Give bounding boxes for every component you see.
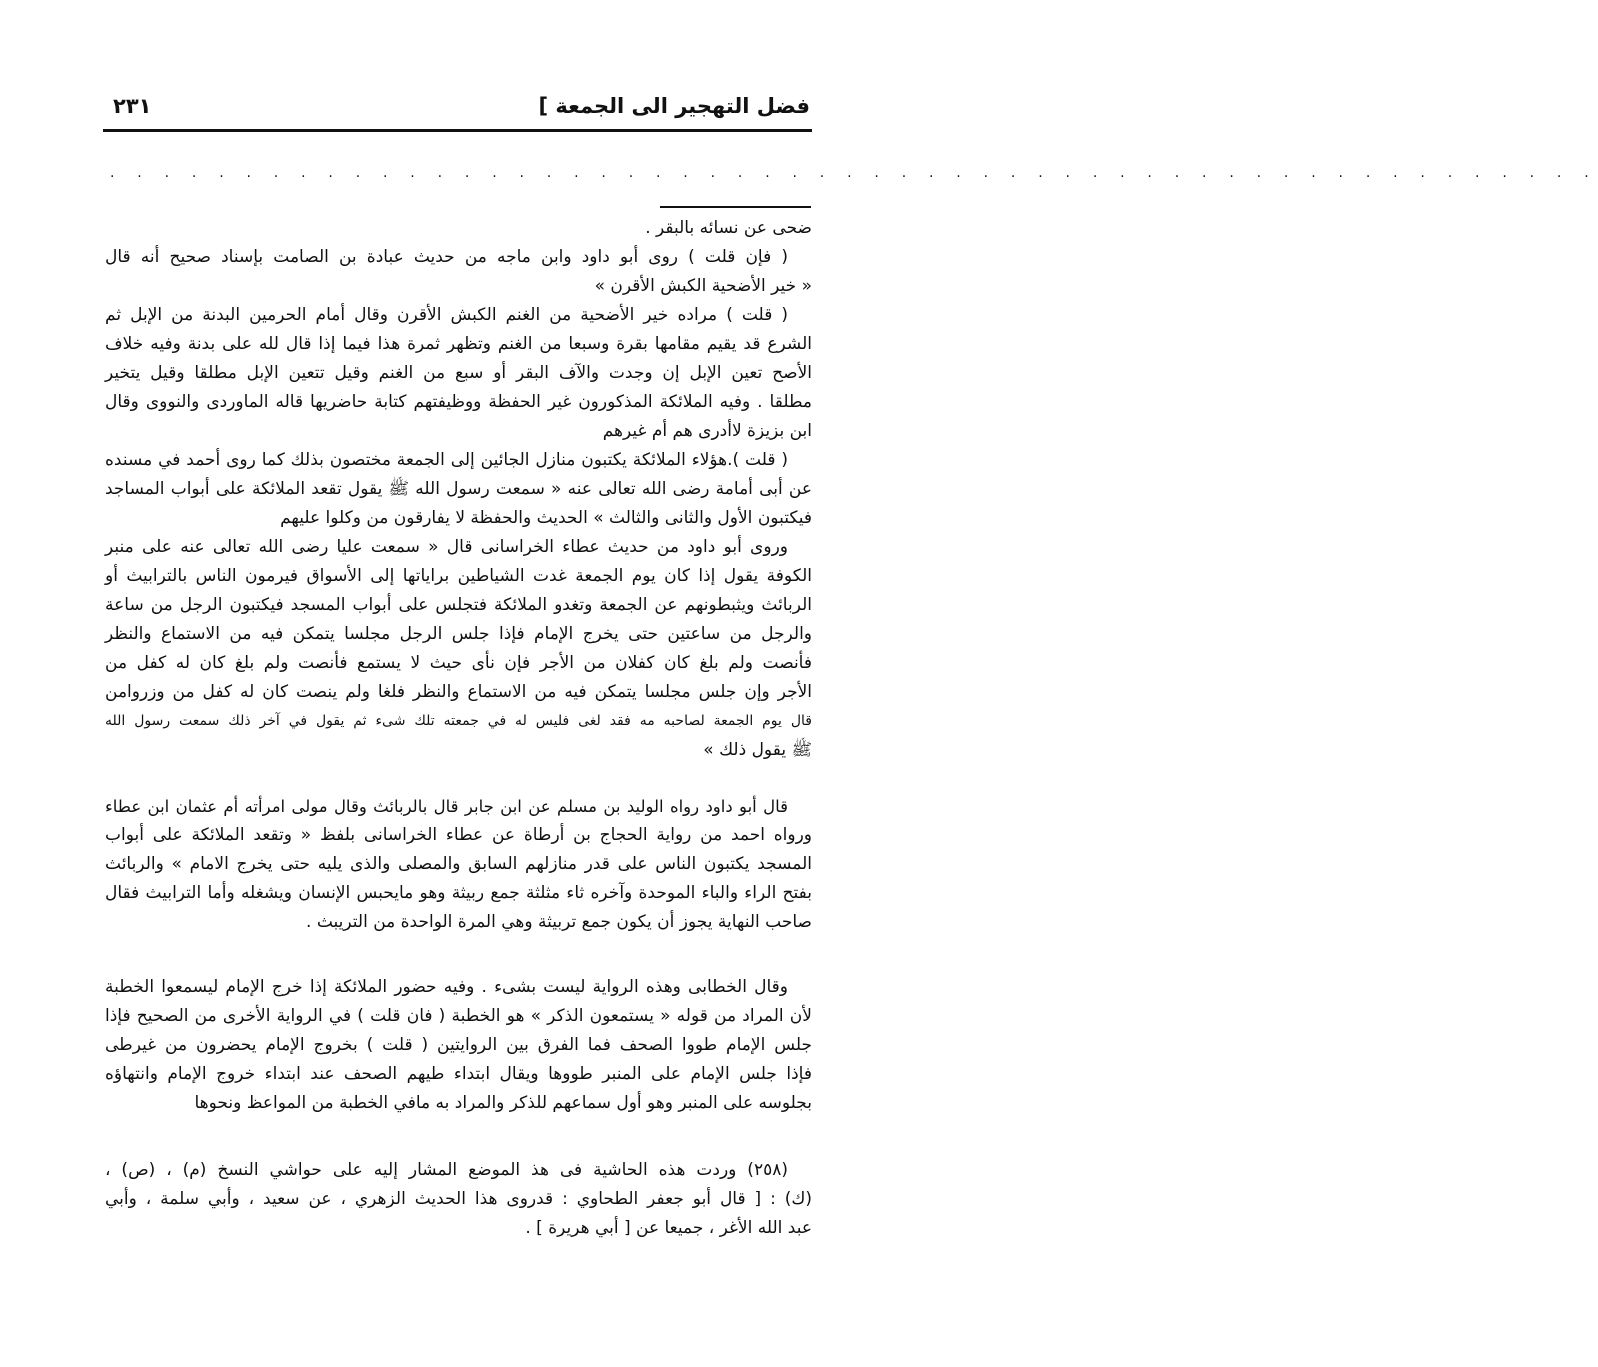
text-line: مطلقا . وفيه الملائكة المذكورون غير الحفظة ووظيفتهم كتابة حاضريها قاله الماوردى والنووى وقال xyxy=(105,392,812,412)
text-line: فأنصت ولم بلغ كان كفلان من الأجر فإن نأى حيث لا يستمع فأنصت ولم بلغ كان له كفل من xyxy=(105,653,812,673)
footnote xyxy=(105,1156,812,1243)
paragraph xyxy=(105,301,812,446)
paragraph xyxy=(105,243,812,301)
dotted-separator: . . . . . . . . . . . . . . . . . . . . . . . . . . . . . . . . . . . . . . . . . . . . . . . . . . . . . . . xyxy=(110,165,1598,181)
running-header xyxy=(105,92,810,128)
text-line: ( فإن قلت ) روى أبو داود وابن ماجه من حديث عبادة بن الصامت بإسناد صحيح أنه قال xyxy=(105,247,788,267)
text-line: جلس الإمام طووا الصحف فما الفرق بين الروايتين ( قلت ) بخروج الإمام يحضرون من غيرطى xyxy=(105,1035,812,1055)
chapter-title: فضل التهجير الى الجمعة ] xyxy=(538,94,810,118)
text-line: الربائث ويثبطونهم عن الجمعة وتغدو الملائكة فتجلس على أبواب المسجد فيكتبون الرجل من ساعة xyxy=(105,595,812,615)
text-line: بجلوسه على المنبر وهو أول سماعهم للذكر والمراد به مافي الخطبة من المواعظ ونحوها xyxy=(194,1093,812,1113)
paragraph xyxy=(105,533,812,765)
text-line: الشرع قد يقيم مقامها بقرة وسبعا من الغنم وتظهر ثمرة هذا فيما إذا قال لله على بدنة وفيه خلاف xyxy=(105,334,812,354)
text-line: الأصح تعين الإبل إن وجدت والآف البقر أو سبع من الغنم وقيل تتعين الإبل مطلقا وقيل يتخير xyxy=(105,363,812,383)
text-line: وقال الخطابى وهذه الرواية ليست بشىء . وفيه حضور الملائكة إذا خرج الإمام ليسمعوا الخطبة xyxy=(105,977,788,997)
text-line: عبد الله الأغر ، جميعا عن [ أبي هريرة ] . xyxy=(525,1218,812,1238)
text-line: ( قلت ).هؤلاء الملائكة يكتبون منازل الجائين إلى الجمعة مختصون بذلك كما روى أحمد في مسنده xyxy=(105,450,788,470)
paragraph xyxy=(105,446,812,533)
text-line: ضحى عن نسائه بالبقر . xyxy=(645,218,812,238)
text-line: (ك) : [ قال أبو جعفر الطحاوي : قدروى هذا الحديث الزهري ، عن سعيد ، وأبي سلمة ، وأبي xyxy=(105,1189,812,1209)
text-line: « خير الأضحية الكبش الأقرن » xyxy=(594,276,812,296)
header-rule xyxy=(103,129,812,132)
short-rule xyxy=(660,206,811,208)
paragraph xyxy=(105,973,812,1118)
text-line: المسجد يكتبون الناس على قدر منازلهم السابق والمصلى والذى يليه حتى يخرج الامام » والربائث xyxy=(105,854,812,874)
text-line: الأجر وإن جلس مجلسا يتمكن فيه من الاستماع والنظر فلغا ولم ينصت كان له كفل من وزروامن xyxy=(105,682,812,702)
text-line: فإذا جلس الإمام على المنبر طووها ويقال ابتداء طيهم الصحف عند ابتداء خروج الإمام وانتهاؤه xyxy=(105,1064,812,1084)
text-line: قال أبو داود رواه الوليد بن مسلم عن ابن جابر قال بالربائث وقال مولى امرأته أم عثمان ابن عطاء xyxy=(105,797,788,816)
text-line: الكوفة يقول إذا كان يوم الجمعة غدت الشياطين براياتها إلى الأسواق فيرمون الناس بالترابيث أو xyxy=(105,566,812,586)
text-line: ابن بزيزة لاأدرى هم أم غيرهم xyxy=(602,421,812,441)
text-line: بفتح الراء والباء الموحدة وآخره ثاء مثلثة جمع ربيثة وهو مايحبس الإنسان ويشغله وأما الترابيث فقال xyxy=(105,883,812,903)
text-line: عن أبى أمامة رضى الله تعالى عنه « سمعت رسول الله ﷺ يقول تقعد الملائكة على أبواب المساجد xyxy=(105,479,812,499)
text-line: وروى أبو داود من حديث عطاء الخراسانى قال « سمعت عليا رضى الله تعالى عنه على منبر xyxy=(105,537,788,557)
page-number: ٢٣١ xyxy=(113,94,152,118)
text-line: قال يوم الجمعة لصاحبه مه فقد لغى فليس له في جمعته تلك شىء ثم يقول في آخر ذلك سمعت رسول الله xyxy=(105,713,812,729)
paragraph xyxy=(105,792,812,937)
text-line: ( قلت ) مراده خير الأضحية من الغنم الكبش الأقرن وقال أمام الحرمين البدنة من الإبل ثم xyxy=(105,305,788,325)
text-line: (٢٥٨) وردت هذه الحاشية فى هذ الموضع المشار إليه على حواشي النسخ (م) ، (ص) ، xyxy=(105,1160,788,1180)
text-line: صاحب النهاية يجوز أن يكون جمع تربيثة وهي المرة الواحدة من التريبث . xyxy=(306,912,812,932)
paragraph xyxy=(105,214,812,243)
text-line: ورواه احمد من رواية الحجاج بن أرطاة عن عطاء الخراسانى بلفظ « وتقعد الملائكة على أبواب xyxy=(105,825,812,845)
body-text xyxy=(105,214,812,1243)
text-line: والرجل من ساعتين حتى يخرج الإمام فإذا جلس الرجل مجلسا يتمكن فيه من الاستماع والنظر xyxy=(105,624,812,644)
text-line: لأن المراد من قوله « يستمعون الذكر » هو الخطبة ( فان قلت ) في الرواية الأخرى من الصحيح فإذا xyxy=(105,1006,812,1026)
text-line: ﷺ يقول ذلك » xyxy=(703,740,812,760)
text-line: فيكتبون الأول والثانى والثالث » الحديث والحفظة لا يفارقون من وكلوا عليهم xyxy=(280,508,812,528)
